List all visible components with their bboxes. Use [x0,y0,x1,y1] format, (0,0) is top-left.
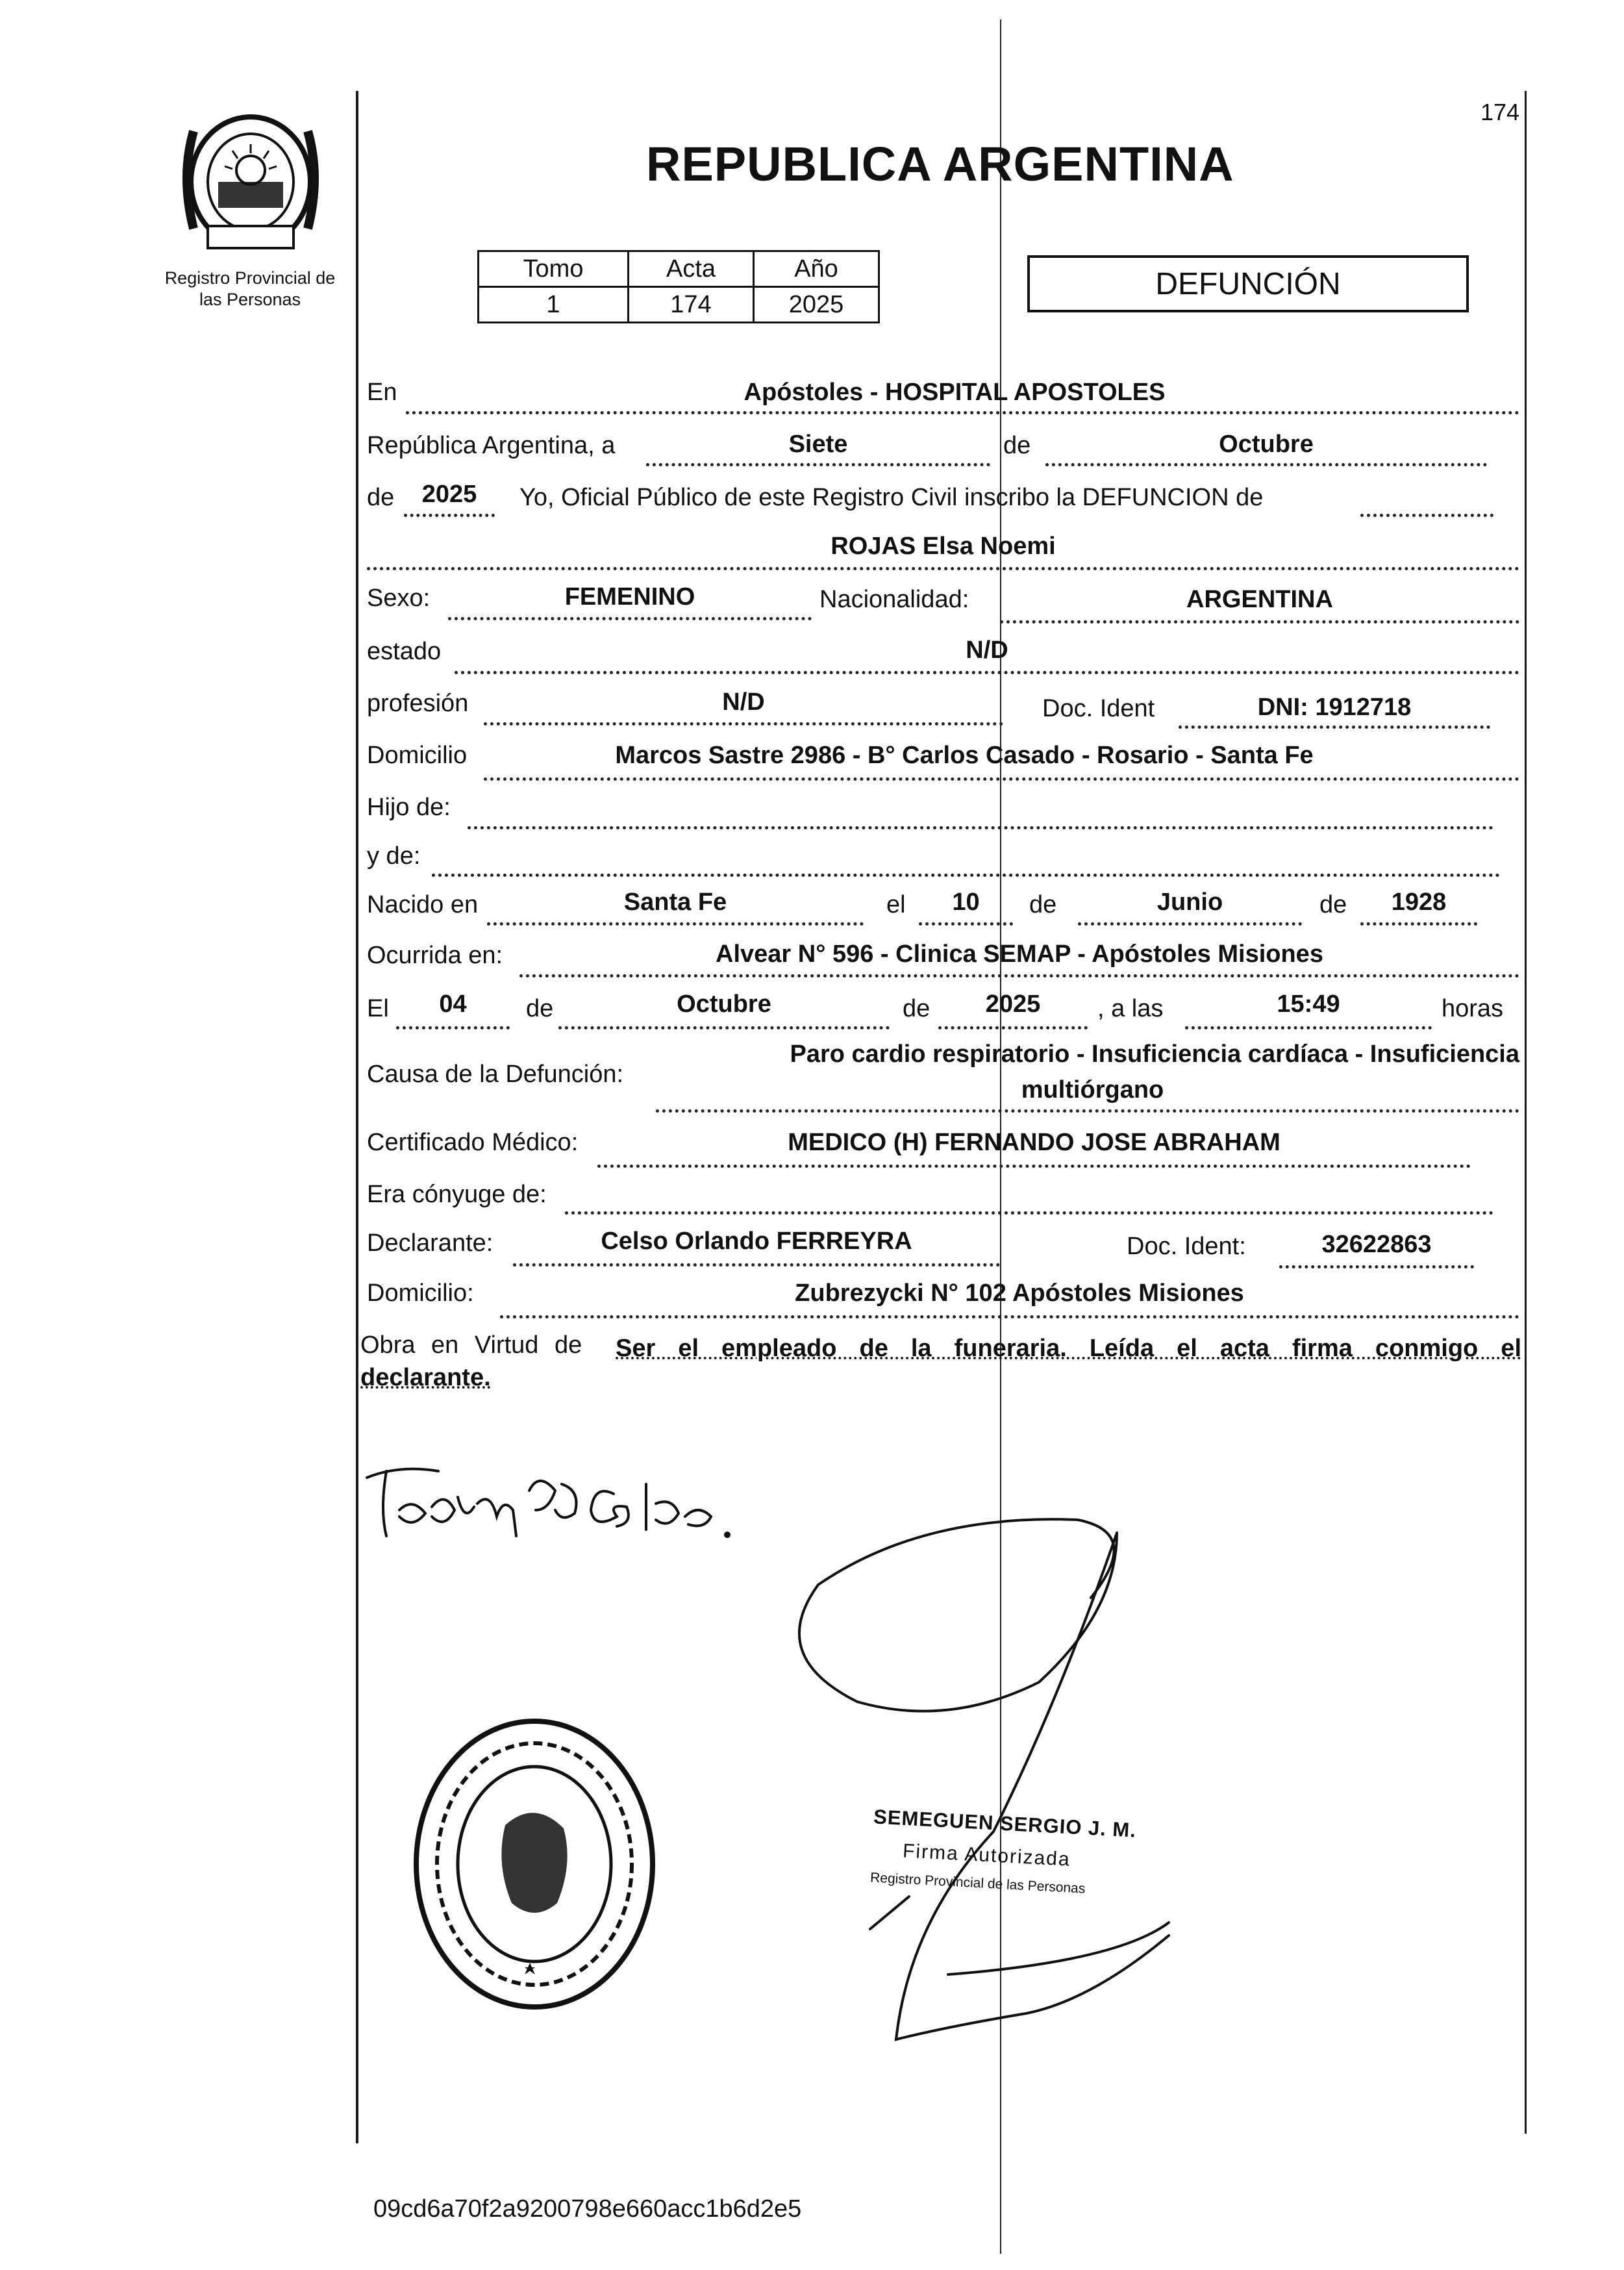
official-signature [753,1507,1208,2065]
inscribo-dots [1360,514,1493,517]
official-role: Firma Autorizada [902,1840,1071,1871]
estado-label: estado [367,638,442,665]
conyuge-dots [565,1211,1493,1215]
table-cell-tomo: 1 [479,287,629,323]
yde-dots [432,874,1500,877]
de-label: de [1003,432,1031,459]
de4-label: de [903,995,931,1022]
page-number: 174 [1480,99,1520,125]
nacido-lugar-dots [487,922,864,926]
causa-line2: multiórgano [1021,1076,1164,1103]
causa-label: Causa de la Defunción: [367,1061,624,1088]
domicilio2-label: Domicilio: [367,1280,474,1307]
nacionalidad-value: ARGENTINA [1186,586,1333,613]
nacido-dia-dots [919,922,1013,926]
nombre-dots [367,567,1519,570]
domicilio-label: Domicilio [367,742,468,769]
profesion-label: profesión [367,690,469,717]
causa-dots [656,1109,1519,1113]
domicilio2-dots [500,1315,1519,1318]
declarante-label: Declarante: [367,1230,493,1257]
ocurrida-dots [519,974,1519,977]
declarante-dots [513,1263,1000,1267]
table-cell-anio: 2025 [754,287,879,323]
en-label: En [367,379,397,406]
page-title: REPUBLICA ARGENTINA [646,137,1234,191]
nacido-mes-value: Junio [1156,889,1223,916]
logo-caption: Registro Provincial de las Personas [164,268,336,309]
ocurrida-value: Alvear N° 596 - Clinica SEMAP - Apóstoles Misiones [716,940,1323,968]
anio-de-label: de [367,484,395,511]
certificado-label: Certificado Médico: [367,1129,579,1156]
nacionalidad-dots [1000,620,1519,624]
el2-label: El [367,995,389,1022]
hijo-label: Hijo de: [367,794,451,821]
profesion-dots [484,722,1003,725]
nacido-anio-dots [1360,922,1477,926]
alas-label: , a las [1097,995,1164,1022]
document-hash: 09cd6a70f2a9200798e660acc1b6d2e5 [373,2195,802,2223]
provincia-logo [168,105,334,255]
doc-value: DNI: 1912718 [1257,694,1412,721]
sexo-label: Sexo: [367,585,431,612]
ocurrida-label: Ocurrida en: [367,942,503,969]
official-org: Registro Provincial de las Personas [869,1870,1086,1897]
nombre-value: ROJAS Elsa Noemi [831,533,1056,560]
inscribo-text: Yo, Oficial Público de este Registro Civil inscribo la DEFUNCION de [519,484,1264,511]
anio-dots [404,514,495,517]
sexo-dots [448,617,812,620]
domicilio-dots [484,777,1519,781]
certificado-dots [597,1165,1471,1168]
hijo-dots [468,826,1493,829]
official-stamp [408,1715,661,2013]
fall-hora-value: 15:49 [1277,990,1340,1018]
decl-doc-dots [1279,1265,1474,1268]
causa-line1: Paro cardio respiratorio - Insuficiencia cardíaca - Insuficiencia [790,1040,1519,1068]
estado-value: N/D [966,637,1008,664]
domicilio-value: Marcos Sastre 2986 - B° Carlos Casado - Rosario - Santa Fe [615,742,1314,769]
de3-label: de [526,995,554,1022]
mes-dots [1045,463,1487,466]
de1-label: de [1029,891,1057,918]
table-header-acta: Acta [629,251,754,287]
nacido-lugar-value: Santa Fe [623,889,727,916]
declarant-signature [360,1452,776,1549]
fall-mes-value: Octubre [677,990,771,1018]
record-table [477,250,880,323]
nacido-mes-dots [1078,922,1302,926]
fall-dia-value: 04 [439,990,467,1018]
doc-dots [1179,725,1490,729]
table-cell-acta: 174 [629,287,754,323]
right-border-line [1525,91,1527,2134]
dia-dots [646,463,990,466]
nacionalidad-label: Nacionalidad: [819,586,969,613]
fall-mes-dots [558,1026,890,1029]
republica-label: República Argentina, a [367,432,616,459]
defuncion-label: DEFUNCIÓN [1155,266,1341,301]
en-dots [406,411,1519,414]
estado-dots [455,671,1519,674]
conyuge-label: Era cónyuge de: [367,1181,547,1208]
el-label: el [886,891,906,918]
en-value: Apóstoles - HOSPITAL APOSTOLES [743,379,1166,406]
fall-dia-dots [396,1026,510,1029]
declarante-value: Celso Orlando FERREYRA [601,1228,912,1255]
doc-label: Doc. Ident [1042,695,1155,722]
mes-value: Octubre [1219,431,1314,458]
certificado-value: MEDICO (H) FERNANDO JOSE ABRAHAM [788,1129,1280,1156]
fall-anio-value: 2025 [985,990,1041,1018]
sexo-value: FEMENINO [564,583,695,611]
nacido-dia-value: 10 [952,889,980,916]
dia-value: Siete [788,431,848,458]
official-name: SEMEGUEN SERGIO J. M. [873,1805,1137,1842]
nacido-label: Nacido en [367,891,479,918]
obra-line2: declarante. [360,1364,491,1391]
decl-doc-value: 32622863 [1321,1231,1432,1258]
table-header-anio: Año [754,251,879,287]
table-header-tomo: Tomo [479,251,629,287]
left-border-line [356,91,358,2143]
de2-label: de [1319,891,1347,918]
horas-label: horas [1442,995,1504,1022]
yde-label: y de: [367,842,421,870]
obra-line1: Ser el empleado de la funeraria. Leída el acta firma conmigo el [616,1335,1521,1362]
fall-anio-dots [938,1026,1088,1029]
decl-doc-label: Doc. Ident: [1127,1233,1246,1260]
profesion-value: N/D [722,688,765,716]
nacido-anio-value: 1928 [1391,889,1447,916]
anio-value: 2025 [421,481,477,508]
defuncion-box [1027,255,1469,312]
obra-label: Obra en Virtud de [360,1331,582,1359]
fall-hora-dots [1185,1026,1432,1029]
domicilio2-value: Zubrezycki N° 102 Apóstoles Misiones [795,1280,1244,1307]
